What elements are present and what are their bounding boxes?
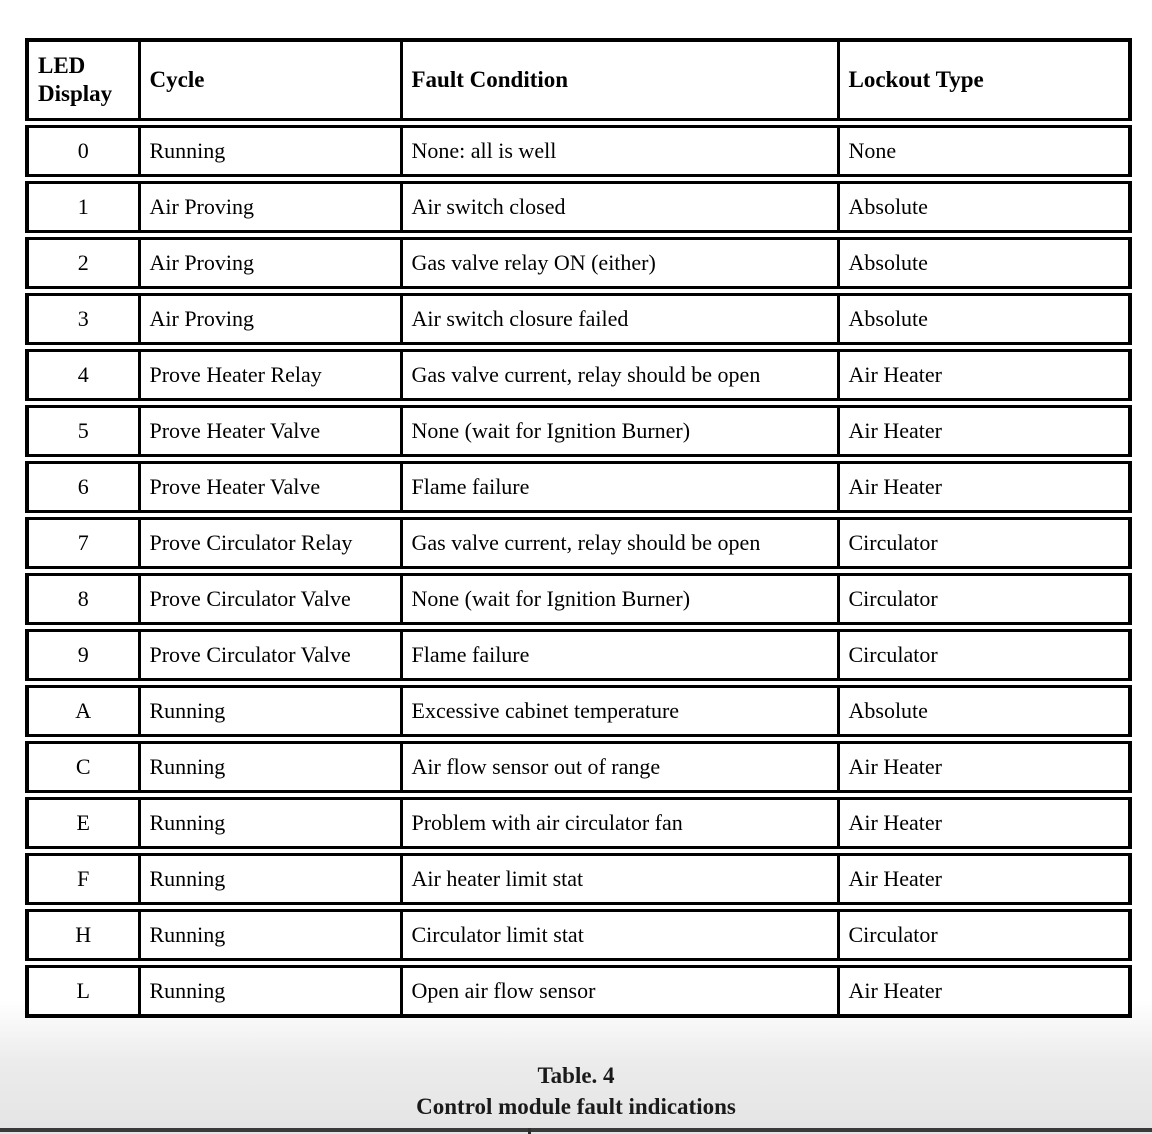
table-row <box>27 515 1130 571</box>
cell-fault-condition: None (wait for Ignition Burner) <box>401 571 838 627</box>
column-header-cycle: Cycle <box>139 40 401 123</box>
cell-cycle: Air Proving <box>139 291 401 347</box>
cell-lockout-type: Absolute <box>838 235 1130 291</box>
cell-cycle: Prove Heater Valve <box>139 459 401 515</box>
cell-fault-condition: Air switch closed <box>401 179 838 235</box>
cell-lockout-type: Absolute <box>838 179 1130 235</box>
cell-fault-condition: Circulator limit stat <box>401 907 838 963</box>
cell-lockout-type: Air Heater <box>838 403 1130 459</box>
next-section-top-border <box>0 1128 1152 1132</box>
cell-fault-condition: Flame failure <box>401 627 838 683</box>
cell-cycle: Prove Heater Relay <box>139 347 401 403</box>
cell-led-display: 6 <box>27 459 139 515</box>
cell-lockout-type: Air Heater <box>838 851 1130 907</box>
table-row <box>27 851 1130 907</box>
cell-cycle: Prove Circulator Relay <box>139 515 401 571</box>
cell-fault-condition: Air heater limit stat <box>401 851 838 907</box>
cell-cycle: Prove Circulator Valve <box>139 627 401 683</box>
cell-lockout-type: Air Heater <box>838 347 1130 403</box>
cell-led-display: L <box>27 963 139 1016</box>
table-caption <box>0 1060 1152 1122</box>
cell-fault-condition: Gas valve relay ON (either) <box>401 235 838 291</box>
table-row <box>27 235 1130 291</box>
cell-led-display: 5 <box>27 403 139 459</box>
column-header-fault-condition: Fault Condition <box>401 40 838 123</box>
cell-fault-condition: Gas valve current, relay should be open <box>401 515 838 571</box>
table-row <box>27 179 1130 235</box>
table-row <box>27 627 1130 683</box>
table-row <box>27 739 1130 795</box>
column-header-lockout-type: Lockout Type <box>838 40 1130 123</box>
cell-fault-condition: Problem with air circulator fan <box>401 795 838 851</box>
cell-cycle: Air Proving <box>139 179 401 235</box>
table-row <box>27 459 1130 515</box>
cell-led-display: 1 <box>27 179 139 235</box>
cell-led-display: H <box>27 907 139 963</box>
cell-lockout-type: Circulator <box>838 571 1130 627</box>
table-row <box>27 347 1130 403</box>
cell-lockout-type: Air Heater <box>838 459 1130 515</box>
table-header-row <box>27 40 1130 123</box>
cell-cycle: Running <box>139 739 401 795</box>
table-row <box>27 963 1130 1016</box>
fault-indications-table <box>25 38 1132 1018</box>
cell-cycle: Running <box>139 851 401 907</box>
cell-lockout-type: Air Heater <box>838 963 1130 1016</box>
cell-lockout-type: Circulator <box>838 627 1130 683</box>
cell-led-display: 0 <box>27 123 139 179</box>
cell-cycle: Prove Heater Valve <box>139 403 401 459</box>
cell-led-display: F <box>27 851 139 907</box>
cell-cycle: Running <box>139 795 401 851</box>
caption-table-number: Table. 4 <box>537 1063 615 1088</box>
cell-lockout-type: Absolute <box>838 683 1130 739</box>
cell-led-display: 2 <box>27 235 139 291</box>
cell-cycle: Air Proving <box>139 235 401 291</box>
cell-cycle: Prove Circulator Valve <box>139 571 401 627</box>
cell-fault-condition: Flame failure <box>401 459 838 515</box>
cell-lockout-type: Air Heater <box>838 739 1130 795</box>
cell-cycle: Running <box>139 123 401 179</box>
cell-led-display: E <box>27 795 139 851</box>
table-body <box>27 123 1130 1016</box>
cell-fault-condition: None (wait for Ignition Burner) <box>401 403 838 459</box>
cell-led-display: 7 <box>27 515 139 571</box>
table-row <box>27 291 1130 347</box>
cell-fault-condition: None: all is well <box>401 123 838 179</box>
cell-lockout-type: Circulator <box>838 515 1130 571</box>
cell-lockout-type: Circulator <box>838 907 1130 963</box>
cell-led-display: 9 <box>27 627 139 683</box>
cell-led-display: 8 <box>27 571 139 627</box>
cell-fault-condition: Open air flow sensor <box>401 963 838 1016</box>
cell-cycle: Running <box>139 963 401 1016</box>
caption-table-title: Control module fault indications <box>416 1094 736 1119</box>
cell-led-display: 4 <box>27 347 139 403</box>
table-row <box>27 571 1130 627</box>
cell-led-display: A <box>27 683 139 739</box>
cell-fault-condition: Air switch closure failed <box>401 291 838 347</box>
column-header-led-display: LED Display <box>27 40 139 123</box>
cell-lockout-type: Air Heater <box>838 795 1130 851</box>
cell-lockout-type: None <box>838 123 1130 179</box>
table-row <box>27 123 1130 179</box>
next-section-column-divider <box>528 1128 531 1134</box>
table-row <box>27 907 1130 963</box>
table-row <box>27 795 1130 851</box>
cell-led-display: 3 <box>27 291 139 347</box>
cell-fault-condition: Gas valve current, relay should be open <box>401 347 838 403</box>
cell-fault-condition: Air flow sensor out of range <box>401 739 838 795</box>
cell-cycle: Running <box>139 907 401 963</box>
cell-cycle: Running <box>139 683 401 739</box>
table-row <box>27 683 1130 739</box>
cell-fault-condition: Excessive cabinet temperature <box>401 683 838 739</box>
cell-led-display: C <box>27 739 139 795</box>
cell-lockout-type: Absolute <box>838 291 1130 347</box>
table-row <box>27 403 1130 459</box>
